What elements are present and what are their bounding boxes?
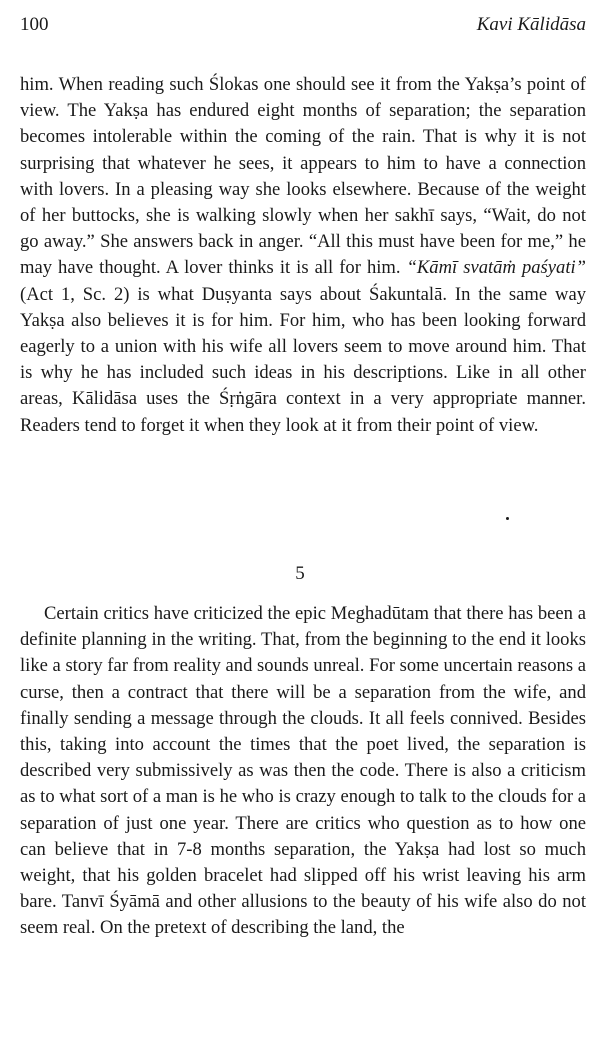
paragraph-1-text-a: him. When reading such Ślokas one should see it from the Yakṣa’s point of view. The Yakṣa has endured eight months of separation; the separation becomes intolerable within the coming of the rain. That is why it is not surprising that whatever he sees, it appears to him to have a connection with lovers. In a pleasing way she looks elsewhere. Because of the weight of her buttocks, she is walking slowly when her sakhī says, “Wait, do not go away.” She answers back in anger. “All this must have been for me,” he may have thought. A lover thinks it is all for him. <box>20 74 586 279</box>
paragraph-1-text-b: (Act 1, Sc. 2) is what Duṣyanta says about Śakuntalā. In the same way Yakṣa also believes it is for him. For him, who has been looking forward eagerly to a union with his wife all lovers seem to move around him. That is why he has included such ideas in his descriptions. Like in all other areas, Kālidāsa uses the Śṛṅgāra context in a very appropriate manner. Readers tend to forget it when they look at it from their point of view. <box>20 283 586 436</box>
paragraph-1-italic-quote: “Kāmī svatāṁ paśyati” <box>406 257 586 279</box>
running-title: Kavi Kālidāsa <box>476 14 586 35</box>
paragraph-2: Certain critics have criticized the epic Meghadūtam that there has been a definite planning in the writing. That, from the beginning to the end it looks like a story far from reality and sounds unreal. For some uncertain reasons a curse, then a contract that there will be a separation from the wife, and finally sending a message through the clouds. It all feels connived. Besides this, taking into account the times that the poet lived, the separation is described very submissively as was then the code. There is also a criticism as to what sort of a man is he who is crazy enough to talk to the clouds for a separation of just one year. There are critics who question as to how one can believe that in 7-8 months separation, the Yakṣa had lost so much weight, that his golden bracelet had slipped off his wrist leaving his arm bare. Tanvī Śyāmā and other allusions to the beauty of his wife also do not seem real. On the pretext of describing the land, the <box>20 603 586 939</box>
page-number: 100 <box>20 14 49 35</box>
section-number: 5 <box>295 563 305 584</box>
page-header <box>20 14 586 40</box>
paragraph-1 <box>20 72 586 439</box>
stray-ink-dot <box>506 517 509 520</box>
